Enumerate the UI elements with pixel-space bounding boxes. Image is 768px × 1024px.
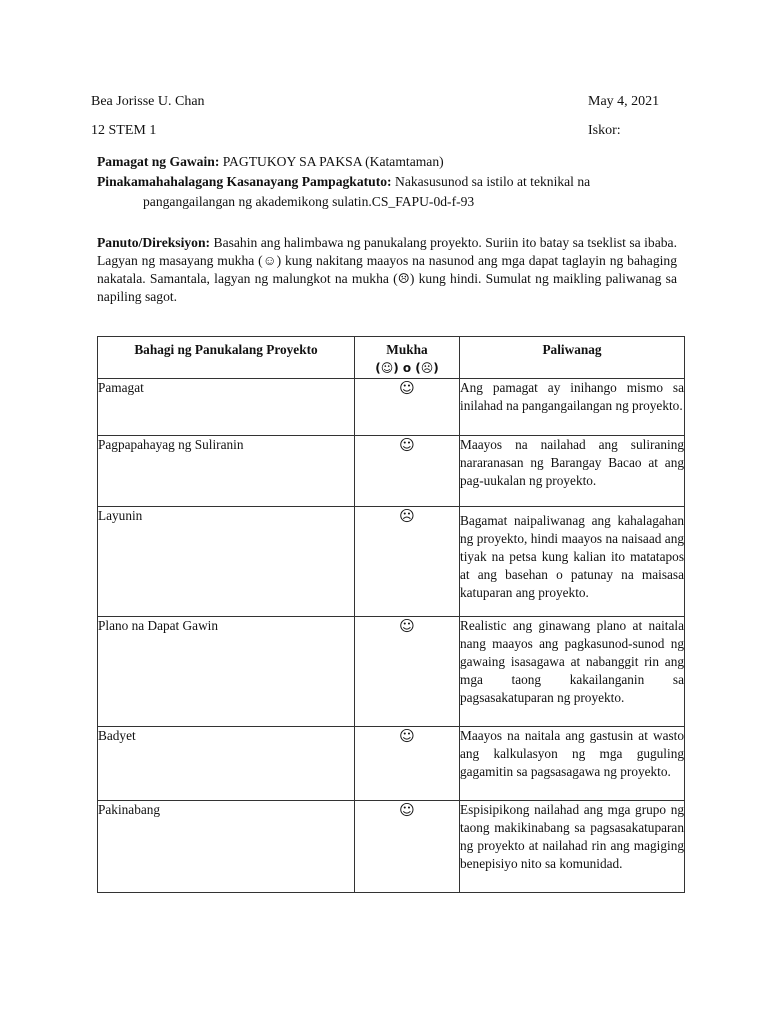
smiley-icon: ☺ xyxy=(355,617,460,727)
row-explanation: Bagamat naipaliwanag ang kahalagahan ng proyekto, hindi maayos na naisaad ang tiyak na petsa kung kalian ito matatapos at ang basehan o patunay na maisasa katuparan ang proyekto. xyxy=(460,507,685,617)
table-row xyxy=(98,507,685,617)
header-face-line2: (☺) o (☹) xyxy=(375,361,439,375)
table-row xyxy=(98,436,685,507)
smiley-icon: ☺ xyxy=(355,379,460,436)
activity-title-value: PAGTUKOY SA PAKSA (Katamtaman) xyxy=(222,154,444,169)
competency-value-line1: Nakasusunod sa istilo at teknikal na xyxy=(395,174,591,189)
table-row xyxy=(98,379,685,436)
row-part: Layunin xyxy=(98,507,355,617)
checklist-table xyxy=(97,336,685,893)
competency-label: Pinakamahahalagang Kasanayang Pampagkatuto: xyxy=(97,174,392,189)
activity-title xyxy=(97,153,444,171)
section: 12 STEM 1 xyxy=(91,123,157,138)
row-part: Plano na Dapat Gawin xyxy=(98,617,355,727)
smiley-icon: ☺ xyxy=(355,801,460,893)
header-face-line1: Mukha xyxy=(386,342,428,357)
header-explanation: Paliwanag xyxy=(460,337,685,379)
row-explanation: Maayos na naitala ang gastusin at wasto ang kalkulasyon ng mga guguling gagamitin sa pagsasagawa ng proyekto. xyxy=(460,727,685,801)
directions xyxy=(97,234,677,306)
score-label: Iskor: xyxy=(588,123,621,138)
student-name: Bea Jorisse U. Chan xyxy=(91,94,205,109)
table-row xyxy=(98,617,685,727)
row-part: Badyet xyxy=(98,727,355,801)
row-part: Pakinabang xyxy=(98,801,355,893)
row-explanation: Ang pamagat ay inihango mismo sa inilahad na pangangailangan ng proyekto. xyxy=(460,379,685,436)
table-row xyxy=(98,801,685,893)
competency xyxy=(97,173,675,191)
row-explanation: Espisipikong nailahad ang mga grupo ng taong makikinabang sa pagsasakatuparan ng proyekto at nailahad rin ang magiging benepisiyo nito sa komunidad. xyxy=(460,801,685,893)
row-part: Pagpapahayag ng Suliranin xyxy=(98,436,355,507)
directions-label: Panuto/Direksiyon: xyxy=(97,235,211,250)
frown-icon: ☹ xyxy=(355,507,460,617)
competency-value-line2: pangangailangan ng akademikong sulatin.CS_FAPU-0d-f-93 xyxy=(143,194,475,209)
smiley-icon: ☺ xyxy=(355,436,460,507)
table-row xyxy=(98,727,685,801)
activity-title-label: Pamagat ng Gawain: xyxy=(97,154,220,169)
header-face xyxy=(355,337,460,379)
row-explanation: Realistic ang ginawang plano at naitala nang maayos ang pagkasunod-sunod ng gawaing isasagawa at nabanggit rin ang mga taong kakailanganin sa pagsasakatuparan ng proyekto. xyxy=(460,617,685,727)
directions-text: Basahin ang halimbawa ng panukalang proyekto. Suriin ito batay sa tseklist sa ibaba. Lagyan ng masayang mukha (☺) kung nakitang maayos na nasunod ang mga dapat taglayin ng bahaging nakatala. Samantala, lagyan ng malungkot na mukha (☹) kung hindi. Sumulat ng maikling paliwanag sa napiling sagot. xyxy=(97,235,677,304)
row-part: Pamagat xyxy=(98,379,355,436)
header-part: Bahagi ng Panukalang Proyekto xyxy=(98,337,355,379)
smiley-icon: ☺ xyxy=(355,727,460,801)
date: May 4, 2021 xyxy=(588,94,660,109)
row-explanation: Maayos na nailahad ang suliraning nararanasan ng Barangay Bacao at ang pag-uukalan ng proyekto. xyxy=(460,436,685,507)
table-header-row xyxy=(98,337,685,379)
